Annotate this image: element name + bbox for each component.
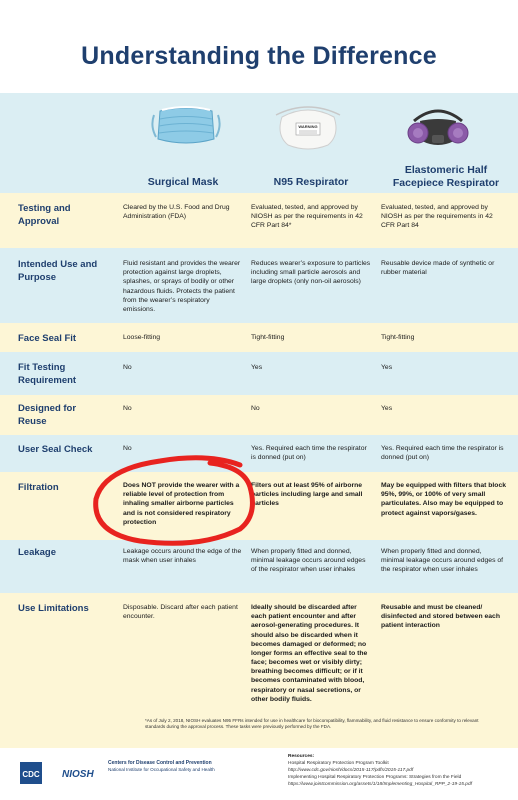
row-label: Use Limitations [18,603,89,614]
cell-surgical-mask: Fluid resistant and provides the wearer protection against large droplets, splashes, or sprays of bodily or other hazardous fluids. Protects the patient from the wearer’s respiratory emissions. [123,260,241,313]
cell-n95: Tight-fitting [251,334,285,341]
cell-elastomeric: Yes [381,364,393,371]
column-title-surgical-mask: Surgical Mask [147,176,219,188]
table-row-fit-testing [0,352,518,395]
row-label: Leakage [18,547,57,558]
resource-link[interactable]: https://www.jointcommission.org/assets/1/18/Implementing_Hospital_RPP_2-19-15.pdf [288,781,472,787]
cell-elastomeric: Tight-fitting [381,334,415,341]
cell-elastomeric: Yes [381,405,393,412]
n95-respirator-image [272,101,344,153]
cell-elastomeric: Reusable and must be cleaned/ disinfected and stored between each patient interaction [381,604,500,630]
cdc-logo-text: CDC [22,770,40,779]
cdc-line2: National Institute for Occupational Safety and Health [108,766,215,772]
table-row-face-seal-fit [0,323,518,352]
row-label: Intended Use and Purpose [18,259,98,283]
page-title: Understanding the Difference [81,42,437,70]
cell-elastomeric: Reusable device made of synthetic or rubber material [381,260,495,277]
elastomeric-respirator-image [398,101,478,153]
column-header-band [0,93,518,193]
cdc-logo-icon [20,760,60,786]
row-label: User Seal Check [18,444,93,455]
row-label: Testing and Approval [18,203,71,227]
cell-elastomeric: When properly fitted and donned, minimal leakage occurs around edges of the respirator when user inhales [381,548,504,574]
cell-elastomeric: Evaluated, tested, and approved by NIOSH as per the requirements in 42 CFR Part 84 [381,204,493,230]
cell-n95: When properly fitted and donned, minimal leakage occurs around edges of the respirator when user inhales [251,548,366,574]
cell-surgical-mask: Cleared by the U.S. Food and Drug Administration (FDA) [123,204,230,221]
cell-surgical-mask: No [123,445,132,452]
cell-surgical-mask: Loose-fitting [123,334,161,341]
cell-n95: Filters out at least 95% of airborne particles including large and small particles [251,482,363,508]
niosh-logo-text: NIOSH [62,769,94,780]
n95-warning-label: WARNING [298,124,318,129]
footnote: *As of July 2, 2018, NIOSH evaluates N95 FFRs intended for use in healthcare for biocompatibility, flammability, and fluid resistance to ensure conformity to relevant standards during the approval process. These tasks were previously performed by the FDA. [145,718,479,730]
column-title-n95: N95 Respirator [273,176,349,188]
resources-heading: Resources: [288,754,315,759]
cdc-agency-text [108,760,228,773]
table-row-intended-use [0,248,518,323]
cdc-line1: Centers for Disease Control and Prevention [108,760,212,766]
row-label: Designed for Reuse [18,403,77,427]
row-label: Face Seal Fit [18,333,77,344]
cell-surgical-mask: No [123,405,132,412]
cell-n95: No [251,405,260,412]
row-label: Fit Testing Requirement [18,362,77,386]
column-title-elastomeric: Elastomeric Half Facepiece Respirator [392,164,500,190]
cell-n95: Yes. Required each time the respirator is donned (put on) [251,445,367,462]
cell-surgical-mask: Does NOT provide the wearer with a reliable level of protection from inhaling smaller airborne particles and is not considered respiratory protection [123,482,240,526]
cell-surgical-mask: Leakage occurs around the edge of the mask when user inhales [123,548,242,565]
niosh-logo-icon [62,762,102,784]
row-label: Filtration [18,482,59,493]
table-row-reuse [0,395,518,435]
red-annotation-circle [90,455,260,550]
cell-elastomeric: Yes. Required each time the respirator is donned (put on) [381,445,504,462]
resource-link[interactable]: http://www.cdc.gov/niosh/docs/2015-117/pdfs/2015-117.pdf [288,767,414,773]
cell-surgical-mask: No [123,364,132,371]
cell-n95: Yes [251,364,263,371]
resource-item: Hospital Respiratory Protection Program Toolkit [288,760,389,766]
resources-section [288,754,513,789]
table-row-testing-approval [0,193,518,248]
cell-n95: Reduces wearer’s exposure to particles including small particle aerosols and large droplets (only non-oil aerosols) [251,260,371,286]
cell-surgical-mask: Disposable. Discard after each patient encounter. [123,604,238,621]
cell-elastomeric: May be equipped with filters that block 95%, 99%, or 100% of very small particulates. Also may be equipped to protect against vapors/gases. [381,482,507,517]
cell-n95: Ideally should be discarded after each patient encounter and after aerosol-generating procedures. It should also be discarded when it becomes damaged or deformed; no longer forms an effective seal to the face; becomes wet or visibly dirty; breathing becomes difficult; or if it becomes contaminated with blood, respiratory or nasal secretions, or other bodily fluids. [251,604,368,703]
cell-n95: Evaluated, tested, and approved by NIOSH as per the requirements in 42 CFR Part 84* [251,204,363,230]
surgical-mask-image [148,101,224,151]
resource-item: Implementing Hospital Respiratory Protection Programs: Strategies from the Field [288,774,462,780]
